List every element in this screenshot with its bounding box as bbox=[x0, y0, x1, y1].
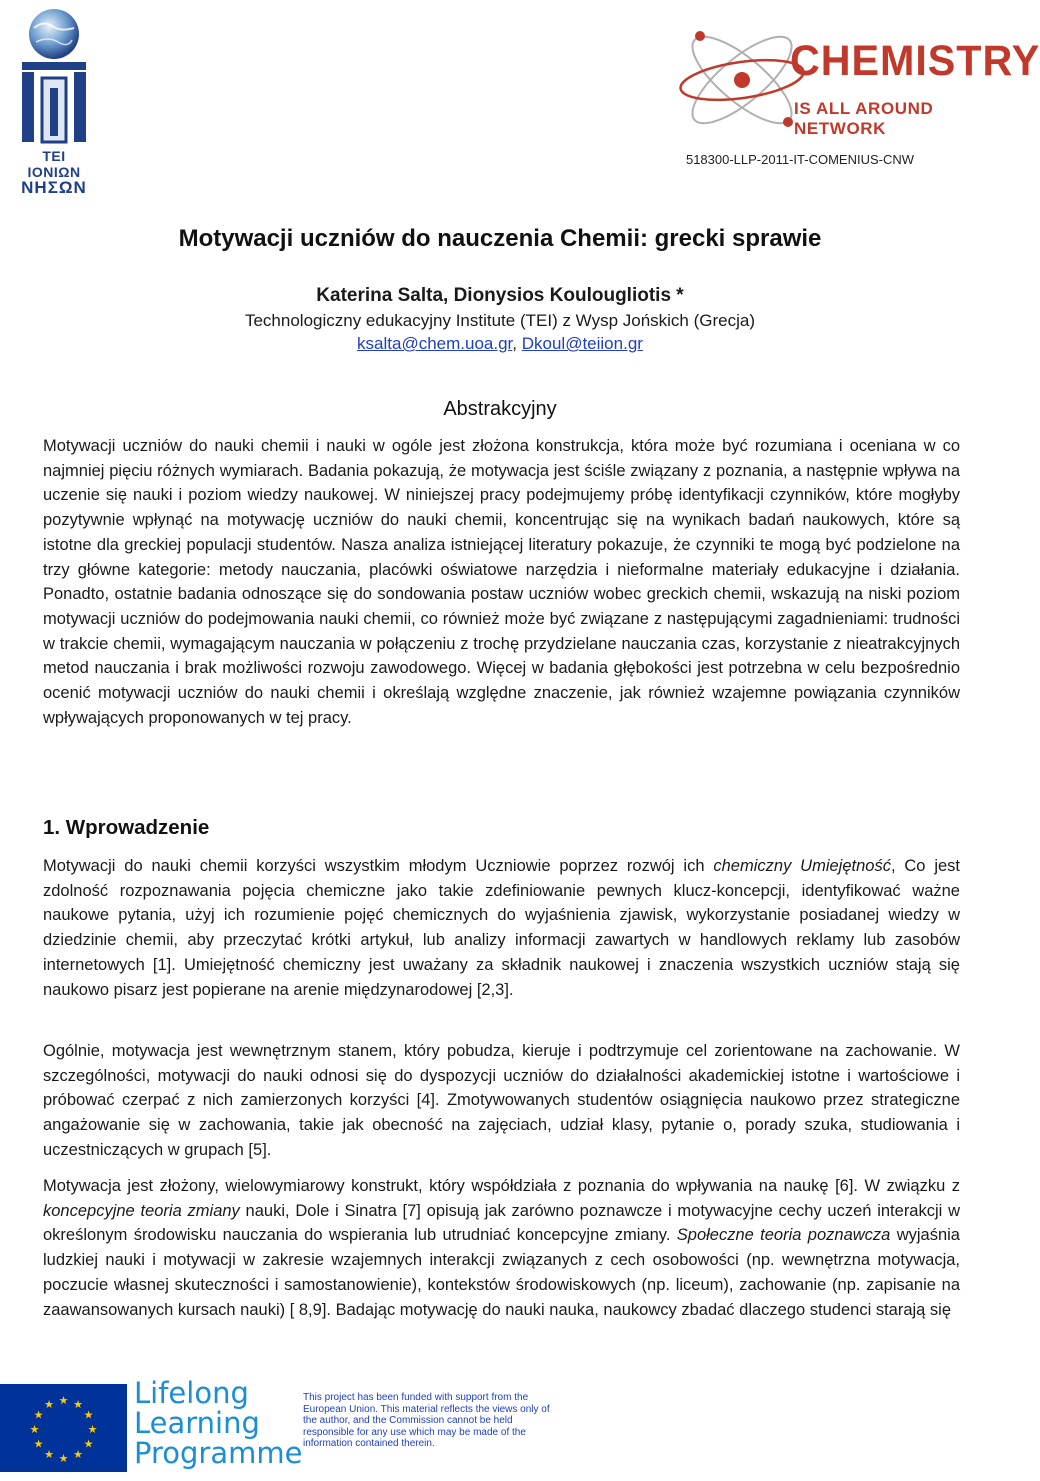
eu-flag-icon bbox=[0, 1384, 127, 1472]
intro-p3-text-e: wyjaśnia ludzkiej nauki i motywacji w zakresie wzajemnych interakcji związanych z cech osobowości (np. wewnętrzna motywacja, poczucie własnej skuteczności i samostanowienie), kontekstów środowiskowych (np. liceum), zachowanie (np. zapisanie na zaawansowanych kursach nauki) [ 8,9]. Badając motywację do nauki nauka, naukowcy zbadać dlaczego studenci starają się bbox=[43, 1226, 960, 1319]
eu-flag-stars-icon bbox=[0, 1384, 127, 1472]
intro-p3-text-c: nauki, Dole i Sinatra [7] opisują jak zarówno poznawcze i motywacyjne cechy uczeń interakcji w określonym środowisku nauczania do wspierania lub utrudniać koncepcyjne zmiany. bbox=[43, 1201, 960, 1245]
chemistry-network-logo bbox=[670, 18, 1040, 143]
section-heading-introduction: 1. Wprowadzenie bbox=[43, 816, 210, 839]
svg-text:★: ★ bbox=[29, 1423, 40, 1436]
email-link-dkoul[interactable]: Dkoul@teiion.gr bbox=[521, 334, 643, 353]
tei-logo-line1: TEI ΙΟΝΙΩΝ bbox=[27, 148, 81, 180]
project-code: 518300-LLP-2011-IT-COMENIUS-CNW bbox=[685, 152, 915, 167]
svg-text:★: ★ bbox=[33, 1437, 44, 1451]
llp-line-2: Learning bbox=[134, 1406, 260, 1440]
abstract-text: Motywacji uczniów do nauki chemii i nauki w ogóle jest złożona konstrukcja, która może być rozumiana i oceniana w co najmniej pięciu różnych wymiarach. Badania pokazują, że motywacja jest ściśle związany z poznania, a następnie wpływa na uczenie się nauki i poziom wiedzy naukowej. W niniejszej pracy podejmujemy próbę identyfikacji czynników, które mogłyby pozytywnie wpłynąć na motywację uczniów do nauki chemii, koncentrując się na wynikach badań naukowych, które są istotne dla greckiej populacji studentów. Nasza analiza istniejącej literatury pokazuje, że czynniki te mogą być podzielone na trzy główne kategorie: metody nauczania, placówki oświatowe narzędzia i nieformalne materiały edukacyjne i działania. Ponadto, ostatnie badania odnoszące się do sondowania postaw uczniów wobec greckich chemii, wskazują na niski poziom motywacji uczniów do podejmowania nauki chemii, co również może być związane z następującymi zagadnieniami: trudności w trakcie chemii, wymagającym nauczania w połączeniu z trochę przydzielane nauczania czas, korzystanie z nieatrakcyjnych metod nauczania i brak możliwości rozwoju zawodowego. Więcej w badania głębokości jest potrzebna w celu bezpośrednio ocenić motywacji uczniów do nauki chemii i określają względne znaczenie, jak również wzajemne powiązania czynników wpływających proponowanych w tej pracy. bbox=[43, 437, 960, 727]
intro-paragraph-1 bbox=[43, 854, 960, 1002]
paper-title: Motywacji uczniów do nauczenia Chemii: grecki sprawie bbox=[178, 225, 822, 252]
svg-text:★: ★ bbox=[58, 1452, 69, 1465]
chemistry-tagline: IS ALL AROUND NETWORK bbox=[794, 99, 934, 138]
tei-ionian-globe-building-icon bbox=[14, 6, 94, 146]
svg-text:★: ★ bbox=[87, 1423, 98, 1436]
intro-p1-text-a: Motywacji do nauki chemii korzyści wszystkim młodym Uczniowie poprzez rozwój ich bbox=[43, 857, 714, 875]
paper-affiliation: Technologiczny edukacyjny Institute (TEI) z Wysp Jońskich (Grecja) bbox=[244, 311, 756, 330]
svg-text:★: ★ bbox=[44, 1448, 54, 1461]
svg-text:★: ★ bbox=[73, 1398, 83, 1411]
svg-text:★: ★ bbox=[33, 1408, 44, 1422]
intro-p3-italic-term-1: koncepcyjne teoria zmiany bbox=[43, 1201, 240, 1220]
svg-text:★: ★ bbox=[73, 1448, 83, 1461]
llp-line-3: Programme bbox=[134, 1436, 303, 1470]
intro-p3-italic-term-2: Społeczne teoria poznawcza bbox=[676, 1226, 891, 1245]
intro-p3-text-a: Motywacja jest złożony, wielowymiarowy konstrukt, który współdziała z poznania do wpływania na naukę [6]. W związku z bbox=[43, 1177, 960, 1195]
chemistry-brand-text: CHEMISTRY bbox=[790, 37, 1040, 85]
intro-paragraph-3 bbox=[43, 1174, 960, 1322]
llp-line-1: Lifelong bbox=[134, 1376, 249, 1410]
svg-text:★: ★ bbox=[83, 1408, 94, 1422]
tei-logo bbox=[14, 6, 94, 197]
email-separator: , bbox=[512, 334, 522, 353]
lifelong-learning-logo bbox=[134, 1378, 302, 1468]
svg-text:★: ★ bbox=[58, 1394, 69, 1407]
abstract-heading: Abstrakcyjny bbox=[443, 398, 557, 420]
svg-text:★: ★ bbox=[83, 1437, 94, 1451]
intro-p1-text-c: , Co jest zdolność rozpoznawania pojęcia chemiczne jako takie zdefiniowanie pewnych klucz-koncepcji, identyfikować ważne naukowe pytania, użyj ich rozumienie pojęć chemicznych do wyjaśnienia zjawisk, wykorzystanie posiadanej wiedzy w dziedzinie chemii, aby przeczytać krótki artykuł, lub analizy informacji zawartych w handlowych reklamy lub zasobów internetowych [1]. Umiejętność chemiczny jest uważany za składnik naukowej i znaczenia wszystkich uczniów stają się naukowo pisarz jest popierane na arenie międzynarodowej [2,3]. bbox=[43, 857, 960, 999]
tei-logo-line2: ΝΗΣΩΝ bbox=[21, 178, 87, 197]
paper-authors: Katerina Salta, Dionysios Koulougliotis * bbox=[316, 285, 684, 306]
intro-paragraph-2: Ogólnie, motywacja jest wewnętrznym stanem, który pobudza, kieruje i podtrzymuje cel zorientowane na zachowanie. W szczególności, motywacji do nauki odnosi się do dyspozycji uczniów do działalności akademickiej istotne i wartościowe i próbować czerpać z nich zamierzonych korzyści [4]. Zmotywowanych studentów osiągnięcia naukowo przez strategiczne angażowanie się w zachowania, takie jak obecność na zajęciach, udział klasy, pytanie o, porady szuka, studiowania i uczestniczących w grupach [5]. bbox=[43, 1042, 960, 1159]
eu-disclaimer: This project has been funded with support from the European Union. This material reflects the views only of the author, and the Commission cannot be held responsible for any use which may be made of the information contained therein. bbox=[303, 1392, 550, 1449]
email-link-ksalta[interactable]: ksalta@chem.uoa.gr bbox=[357, 334, 513, 353]
author-emails bbox=[40, 334, 960, 354]
intro-p1-italic-term: chemiczny Umiejętność bbox=[713, 857, 891, 875]
svg-text:★: ★ bbox=[44, 1398, 54, 1411]
